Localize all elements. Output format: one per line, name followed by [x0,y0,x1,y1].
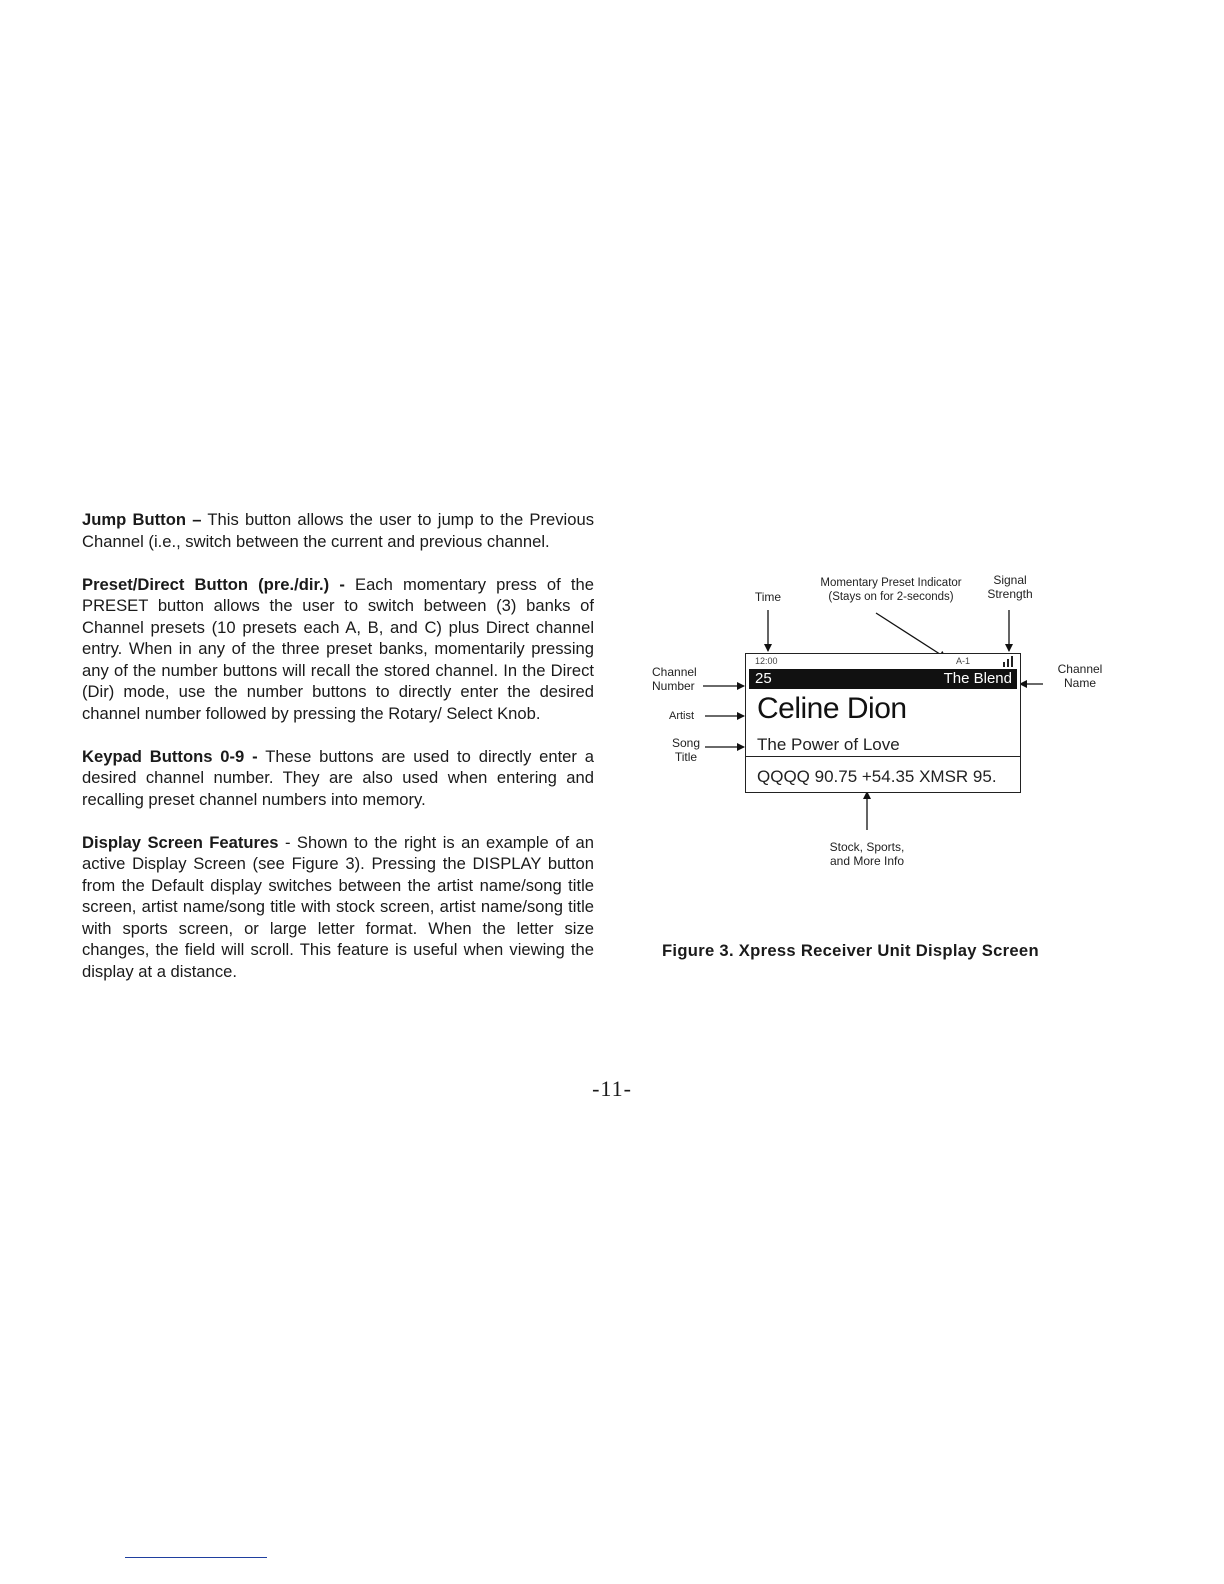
screen-channel-name: The Blend [943,670,1012,687]
preset-arrow [876,613,946,658]
label-stock-line1: Stock, Sports, [829,840,905,854]
paragraph-keypad-buttons [82,746,594,811]
label-song-title-line2: Title [674,750,698,764]
label-stock-line2: and More Info [829,854,905,868]
label-signal-line1: Signal [993,573,1027,587]
paragraph-heading: Jump Button – [82,510,202,529]
paragraph-display-screen-features [82,832,594,983]
text-column [82,509,594,1004]
screen-song-title: The Power of Love [757,735,900,754]
paragraph-body: This button allows the user to jump to the Previous Channel (i.e., switch between the current and previous channel. [82,510,594,551]
paragraph-preset-direct-button [82,574,594,725]
footnote-rule [125,1557,267,1558]
label-channel-name-line2: Name [1063,676,1096,690]
paragraph-jump-button [82,509,594,552]
paragraph-body: Each momentary press of the PRESET button allows the user to switch between (3) banks of Channel presets (10 presets each A, B, and C) plus Direct channel entry. When in any of the three preset banks, momentarily pressing any of the number buttons will recall the stored channel. In the Direct (Dir) mode, use the number buttons to directly enter the desired channel number followed by pressing the Rotary/ Select Knob. [82,574,594,723]
paragraph-body: - Shown to the right is an example of an active Display Screen (see Figure 3). Pressing the DISPLAY button from the Default display switches between the artist name/song title screen, artist name/song title with stock screen, artist name/song title with sports screen, or large letter format. When the letter size changes, the field will scroll. This feature is useful when viewing the display at a distance. [82,832,594,981]
screen-ticker-row [746,756,1020,794]
label-preset-indicator-line2: (Stays on for 2-seconds) [828,591,954,603]
screen-channel-number: 25 [755,670,772,687]
status-row [746,654,1020,668]
signal-strength-icon [1003,656,1013,667]
label-channel-name [1048,662,1112,690]
screen-time: 12:00 [755,656,778,666]
receiver-display-screen [745,653,1021,793]
screen-ticker: QQQQ 90.75 +54.35 XMSR 95. [757,767,997,786]
screen-preset-indicator: A-1 [955,656,970,666]
label-artist: Artist [669,710,695,722]
label-preset-indicator [800,576,982,604]
label-signal-line2: Strength [987,587,1033,601]
paragraph-heading: Display Screen Features [82,832,279,852]
label-song-title [666,736,706,764]
label-signal-strength [978,573,1042,601]
label-stock-info [800,840,934,868]
label-channel-number-line1: Channel [652,665,697,679]
label-channel-number-line2: Number [652,679,695,693]
channel-bar [749,669,1017,689]
figure-caption: Figure 3. Xpress Receiver Unit Display Screen [662,941,1039,960]
label-time: Time [754,590,782,604]
screen-artist: Celine Dion [757,692,907,725]
paragraph-body: These buttons are used to directly enter a desired channel number. They are also used when entering and recalling preset channel numbers into memory. [82,746,594,809]
label-preset-indicator-line1: Momentary Preset Indicator [820,577,962,589]
page-number: -11- [592,1076,632,1101]
paragraph-heading: Preset/Direct Button (pre./dir.) - [82,574,345,594]
display-screen-figure [640,570,1120,890]
paragraph-heading: Keypad Buttons 0-9 - [82,746,258,766]
label-song-title-line1: Song [671,736,701,750]
label-channel-name-line1: Channel [1057,662,1103,676]
label-channel-number [652,665,697,693]
